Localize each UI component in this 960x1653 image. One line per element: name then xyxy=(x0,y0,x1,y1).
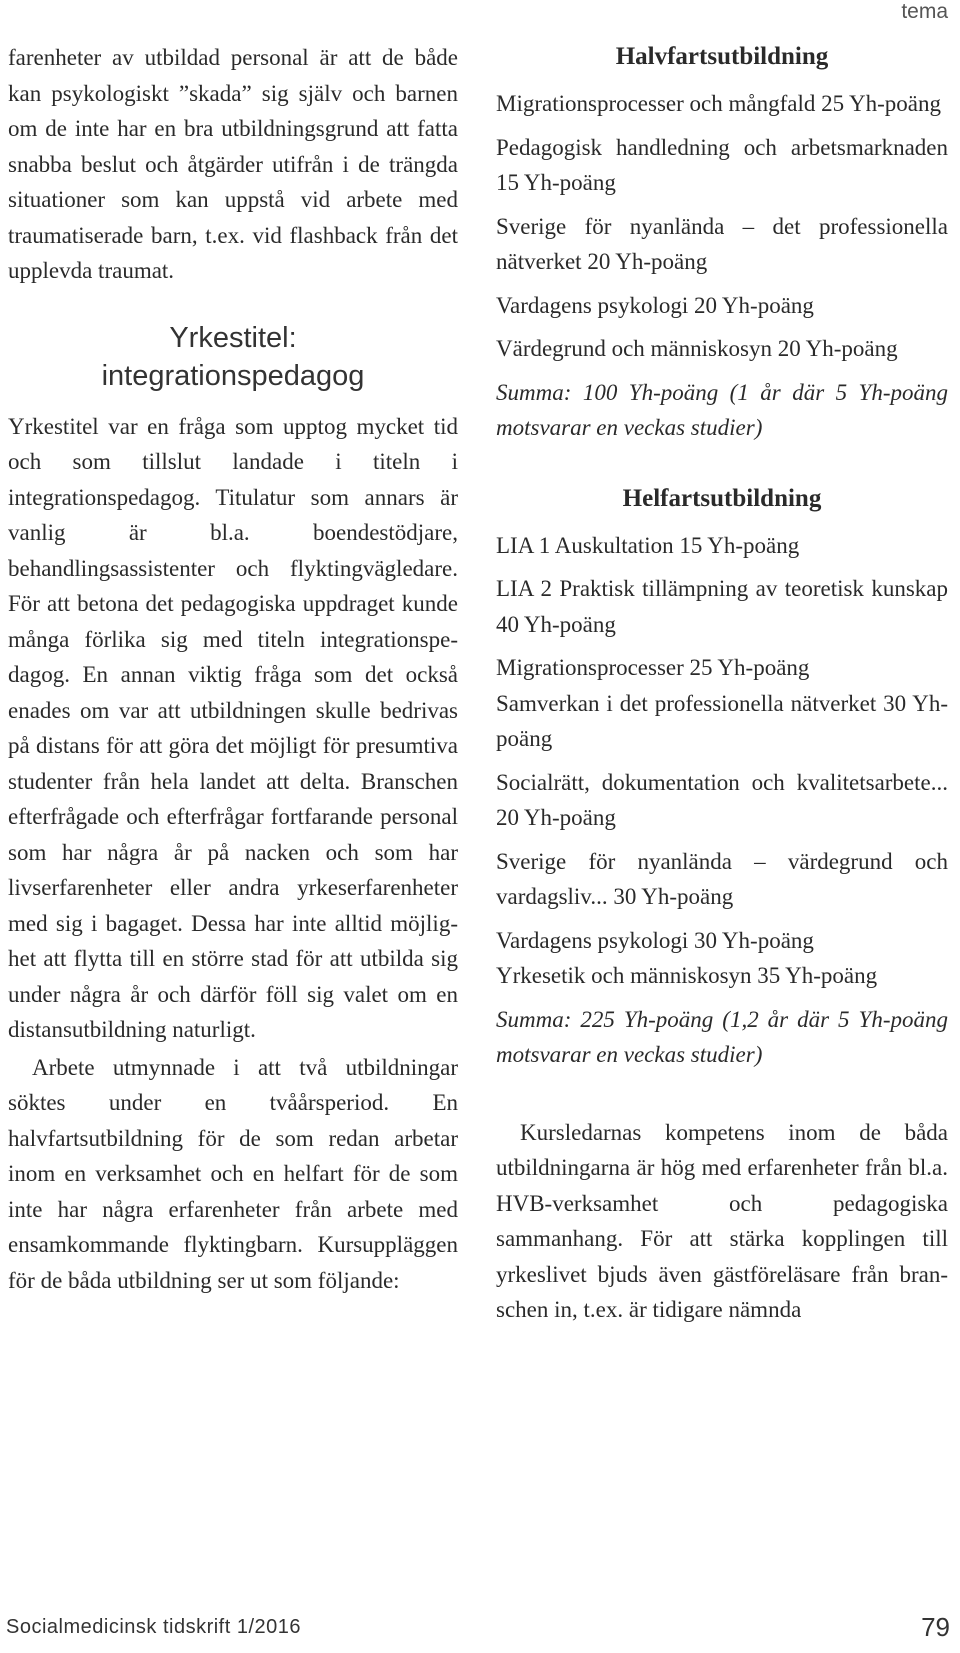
helfart-summary: Summa: 225 Yh-poäng (1,2 år där 5 Yh-poäng motsvarar en veckas studier) xyxy=(496,1006,948,1067)
helfart-heading: Helfartsutbildning xyxy=(622,484,822,512)
course-item: Vardagens psykologi 30 Yh-poäng xyxy=(496,927,814,953)
journal-footer: Socialmedicinsk tidskrift 1/2016 xyxy=(6,1616,302,1638)
subheading-yrkestitel xyxy=(8,319,458,395)
section-tag: tema xyxy=(901,0,948,23)
paragraph-utbildningar: Arbete utmynnade i att två utbildningar söktes under en tvåårsperiod. En halvfartsutbildning för de som redan arbetar inom en verksamhet och en helfart för de som inte har några erfarenheter från arbete med ensamkommande flyktingbarn. Kursuppläggen för de båda utbildning ser ut som följande: xyxy=(8,1054,458,1293)
halvfart-heading: Halvfartsutbildning xyxy=(615,43,829,70)
course-item: Värdegrund och människosyn 20 Yh-poäng xyxy=(496,336,898,361)
course-item: Migrationsprocesser och mångfald 25 Yh-poäng xyxy=(496,91,941,116)
paragraph-yrkestitel: Yrkestitel var en fråga som upptog mycket tid och som tillslut landade i titeln i integrationspedagog. Titulatur som annars är vanlig är bl.a. boendestödjare, behandlingsassistenter och flyktingvägledare. För att betona det pedagogiska uppdraget kunde många förlika sig med titeln integrationspedagog. En annan viktig fråga som det också enades om var att utbildningen skulle bedrivas på distans för att göra det möjligt för presumtiva studenter från hela landet att delta. Branschen efterfrågade och efterfrågar fortfarande personal som har några år på nacken och som har livserfarenheter eller andra yrkeserfarenheter med sig i bagaget. Dessa har inte alltid möjlighet att flytta till en större stad för att utbilda sig under några år och därför föll sig valet om en distansutbildning naturligt. xyxy=(8,413,458,1042)
course-item: LIA 1 Auskultation 15 Yh-poäng xyxy=(496,532,800,558)
right-column xyxy=(496,40,948,1328)
course-item: Samverkan i det professionella nätverket 30 Yh-poäng xyxy=(496,690,948,751)
course-item: Yrkesetik och människosyn 35 Yh-poäng xyxy=(496,963,878,988)
course-item: Migrationsprocesser 25 Yh-poäng xyxy=(496,655,810,680)
paragraph-kursledare: Kursledarnas kompetens inom de båda utbildningarna är hög med erfarenheter från bl.a. HVB-verksamhet och pedagogiska sammanhang. För att stärka kopplingen till yrkeslivet bjuds även gästföreläsare från branschen in, t.ex. är tidigare nämnda xyxy=(496,1119,948,1322)
page-number: 79 xyxy=(921,1612,950,1642)
subheading-line-1: Yrkestitel: xyxy=(169,321,297,354)
course-item: Sverige för nyanlända – värdegrund och vardagsliv... 30 Yh-poäng xyxy=(496,848,948,909)
halvfart-box xyxy=(496,40,948,446)
course-item: Sverige för nyanlända – det professionella nätverket 20 Yh-poäng xyxy=(496,213,948,274)
course-item: Vardagens psykologi 20 Yh-poäng xyxy=(496,292,814,318)
paragraph-intro: farenheter av utbildad personal är att de både kan psykologiskt ”skada” sig själv och barnen om de inte har en bra utbildningsgrund att fatta snabba beslut och åtgärder utifrån i de trängda situationer som kan uppstå vid arbete med traumatiserade barn, t.ex. vid flashback från det upplevda traumat. xyxy=(8,45,458,283)
subheading-line-2: integrationspedagog xyxy=(101,359,365,392)
course-item: Pedagogisk handledning och arbetsmarknaden 15 Yh-poäng xyxy=(496,134,948,195)
course-item: LIA 2 Praktisk tillämpning av teoretisk kunskap 40 Yh-poäng xyxy=(496,576,948,637)
course-item: Socialrätt, dokumentation och kvalitetsarbete... 20 Yh-poäng xyxy=(496,769,948,830)
halvfart-summary: Summa: 100 Yh-poäng (1 år där 5 Yh-poäng motsvarar en veckas studier) xyxy=(496,379,948,440)
left-column xyxy=(8,40,458,1298)
helfart-box xyxy=(496,482,948,1073)
